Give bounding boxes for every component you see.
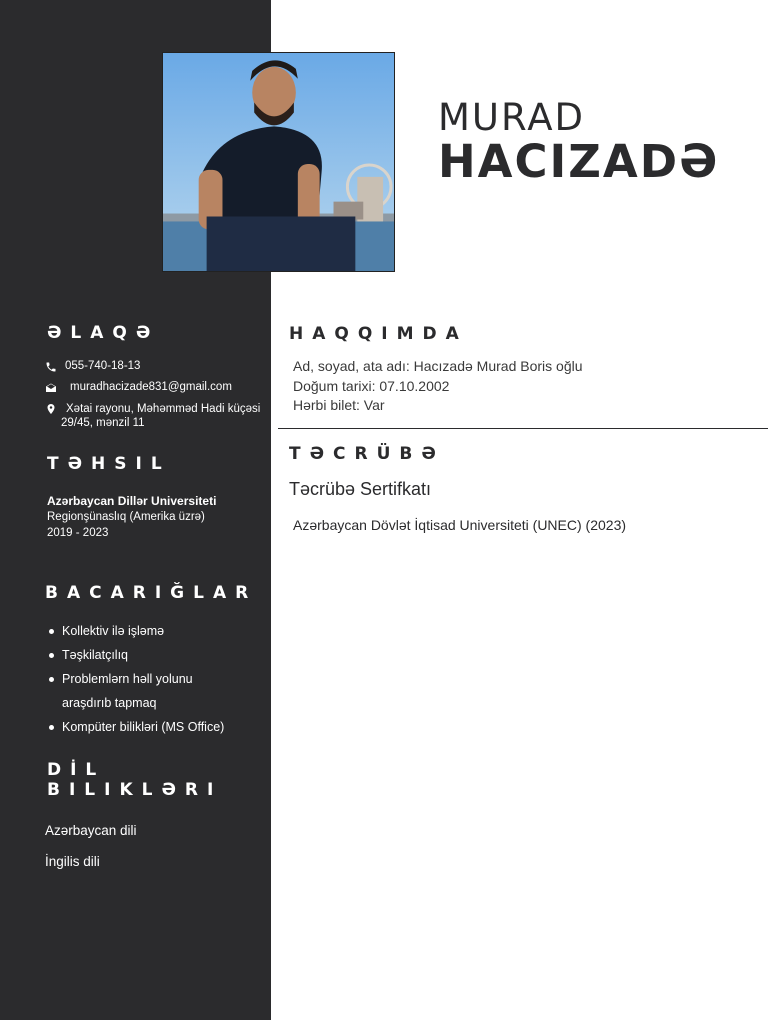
about-line: Hərbi bilet: Var [293, 397, 385, 413]
section-divider [278, 428, 768, 429]
mail-icon [45, 381, 59, 395]
education-entry [47, 493, 216, 541]
skill-item: Kompüter bilikləri (MS Office) [47, 715, 257, 739]
experience-item: Azərbaycan Dövlət İqtisad Universiteti (UNEC) (2023) [293, 517, 627, 533]
skill-item: Təşkilatçılıq [47, 643, 257, 667]
languages-section-title-1: DİL [47, 760, 106, 780]
address-line-1: Xətai rayonu, Məhəmməd Hadi küçəsi [66, 403, 261, 415]
contact-address [45, 402, 260, 430]
phone-text: 055-740-18-13 [65, 360, 141, 372]
first-name: MURAD [438, 96, 586, 139]
education-university: Azərbaycan Dillər Universiteti [47, 494, 217, 508]
about-line: Ad, soyad, ata adı: Hacızadə Murad Boris oğlu [293, 358, 583, 374]
contact-email [45, 381, 232, 395]
name-header [438, 98, 719, 186]
contact-phone [45, 360, 140, 374]
skills-list [47, 619, 257, 739]
experience-section-title: TƏCRÜBƏ [289, 444, 445, 464]
about-text [293, 357, 583, 416]
education-program: Regionşünaslıq (Amerika üzrə) [47, 511, 205, 523]
skills-section-title: BACARIĞLAR [45, 583, 258, 603]
address-line-2: 29/45, mənzil 11 [61, 417, 145, 429]
last-name: HACIZADƏ [438, 135, 720, 188]
about-section-title: HAQQIMDA [289, 324, 468, 344]
contact-section-title: ƏLAQƏ [47, 323, 160, 343]
email-text: muradhacizade831@gmail.com [70, 381, 232, 393]
about-line: Doğum tarixi: 07.10.2002 [293, 377, 450, 394]
location-pin-icon [45, 402, 59, 416]
profile-photo [162, 52, 395, 272]
skill-item: Kollektiv ilə işləmə [47, 619, 257, 643]
language-item: Azərbaycan dili [45, 823, 137, 838]
education-section-title: TƏHSIL [47, 454, 171, 474]
experience-subtitle: Təcrübə Sertifkatı [289, 479, 432, 499]
skill-item: Problemlərn həll yolunu araşdırıb tapmaq [47, 667, 257, 715]
phone-icon [45, 360, 59, 374]
languages-section-title-2: BILIKLƏRI [47, 780, 223, 800]
language-item: İngilis dili [45, 854, 100, 869]
education-years: 2019 - 2023 [47, 527, 109, 539]
